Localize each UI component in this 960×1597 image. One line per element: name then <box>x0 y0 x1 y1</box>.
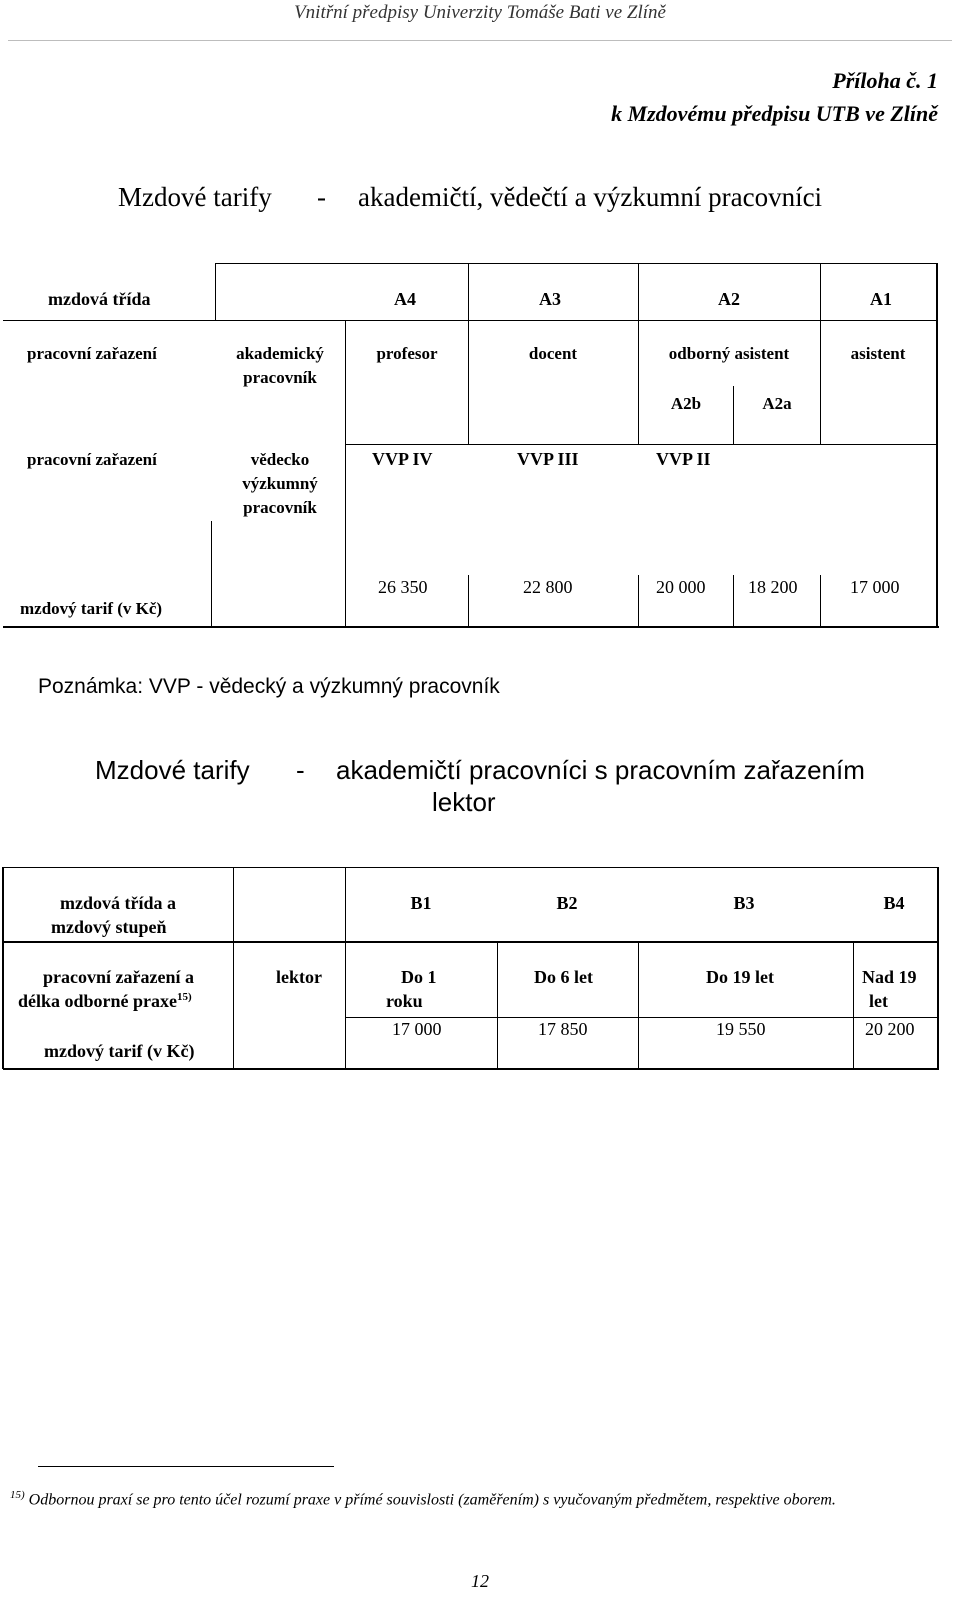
position-assistant: asistent <box>850 344 906 363</box>
t2-practice-b4-line1: Nad 19 <box>862 967 917 987</box>
position-assistant-professional: odborný asistent <box>668 344 790 363</box>
tariff-a3: 22 800 <box>523 577 573 597</box>
section1-title-dash: - <box>317 182 326 212</box>
subclass-a2b: A2b <box>670 394 702 413</box>
section2-title-left: Mzdové tarify <box>95 755 250 785</box>
t2-tariff-b1: 17 000 <box>392 1019 442 1039</box>
tariff-a1: 17 000 <box>850 577 900 597</box>
tariff-a4: 26 350 <box>378 577 428 597</box>
tariff-label: mzdový tarif (v Kč) <box>20 599 163 618</box>
t2-category-lector: lektor <box>276 967 322 987</box>
footnote-ref: 15) <box>177 991 192 1003</box>
class-label: mzdová třída <box>48 289 151 309</box>
t2-position-label: pracovní zařazení a <box>43 967 194 987</box>
t2-tariff-label: mzdový tarif (v Kč) <box>44 1041 195 1061</box>
category-research-line3: pracovník <box>243 498 317 517</box>
class-a3: A3 <box>539 289 561 309</box>
class-a4: A4 <box>394 289 416 309</box>
footnote <box>10 1489 950 1509</box>
note-vvp: Poznámka: VVP - vědecký a výzkumný pracovník <box>38 675 500 698</box>
t2-practice-b1-line1: Do 1 <box>401 967 437 987</box>
category-academic-line1: akademický <box>236 344 324 363</box>
class-a1: A1 <box>870 289 892 309</box>
t2-class-label-line1: mzdová třída a <box>60 893 176 913</box>
subclass-a2a: A2a <box>762 394 792 413</box>
page-number: 12 <box>471 1571 489 1591</box>
research-vvp-iv: VVP IV <box>372 449 433 469</box>
position-docent: docent <box>528 344 578 363</box>
category-research-line2: výzkumný <box>242 474 318 493</box>
t2-practice-b3: Do 19 let <box>706 967 774 987</box>
position-label: pracovní zařazení <box>27 344 157 363</box>
t2-tariff-b4: 20 200 <box>865 1019 915 1039</box>
t2-class-b2: B2 <box>556 893 578 913</box>
research-position-label: pracovní zařazení <box>27 450 157 469</box>
footnote-text: Odbornou praxí se pro tento účel rozumí praxe v přímé souvislosti (zaměřením) s vyučovaným předmětem, respektive oborem. <box>28 1491 836 1509</box>
category-academic-line2: pracovník <box>243 368 317 387</box>
t2-practice-b2: Do 6 let <box>534 967 593 987</box>
category-research-line1: vědecko <box>250 450 310 469</box>
section2-title-line2: lektor <box>432 787 496 817</box>
t2-practice-label: délka odborné praxe$^{15)}$ <box>18 991 192 1011</box>
document-header: Vnitřní předpisy Univerzity Tomáše Bati ve Zlíně <box>294 2 666 23</box>
t2-tariff-b2: 17 850 <box>538 1019 588 1039</box>
position-professor: profesor <box>376 344 438 363</box>
section1-title-left: Mzdové tarify <box>118 182 272 212</box>
t2-tariff-b3: 19 550 <box>716 1019 766 1039</box>
t2-class-label-line2: mzdový stupeň <box>51 917 167 937</box>
research-vvp-ii: VVP II <box>656 449 711 469</box>
header-divider <box>8 40 952 41</box>
t2-class-b1: B1 <box>410 893 432 913</box>
t2-class-b4: B4 <box>883 893 905 913</box>
footnote-mark: 15) <box>10 1489 25 1501</box>
tariff-a2b: 20 000 <box>656 577 706 597</box>
section1-title-right: akademičtí, vědečtí a výzkumní pracovníci <box>358 182 823 212</box>
t2-practice-b4-line2: let <box>869 991 888 1011</box>
section2-title-right: akademičtí pracovníci s pracovním zařazením <box>336 755 865 785</box>
footnote-separator <box>38 1466 334 1467</box>
t2-class-b3: B3 <box>733 893 755 913</box>
t2-practice-b1-line2: roku <box>386 991 423 1011</box>
annex-label: Příloha č. 1 <box>832 68 938 93</box>
section2-title-dash: - <box>296 755 305 785</box>
research-vvp-iii: VVP III <box>517 449 579 469</box>
annex-subtitle: k Mzdovému předpisu UTB ve Zlíně <box>611 101 938 126</box>
tariff-a2a: 18 200 <box>748 577 798 597</box>
class-a2: A2 <box>718 289 740 309</box>
